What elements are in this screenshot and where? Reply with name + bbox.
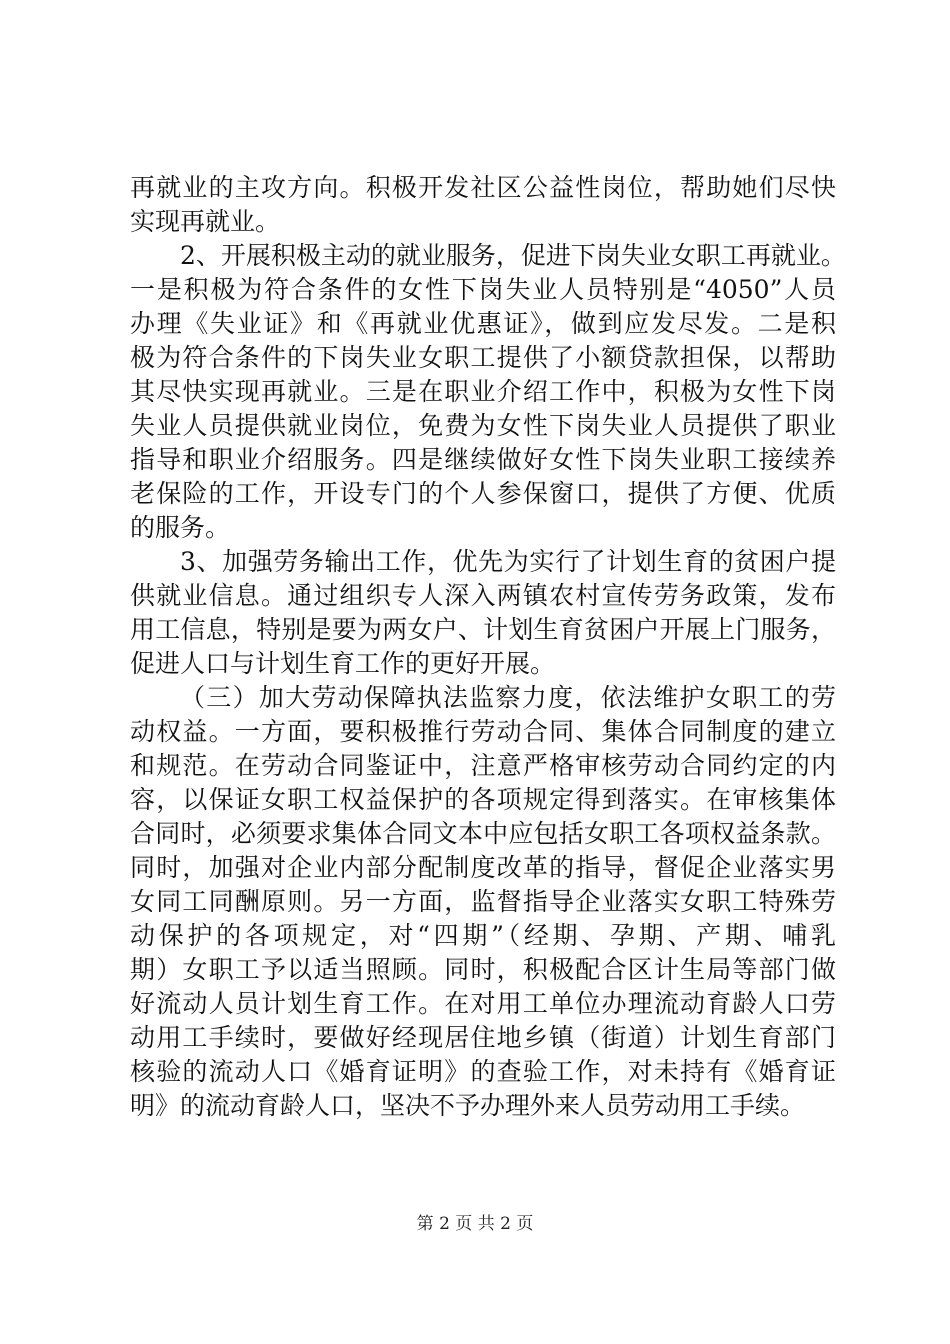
text-line: 再就业的主攻方向。积极开发社区公益性岗位，帮助她们尽快 xyxy=(130,173,836,202)
text-line: 促进人口与计划生育工作的更好开展。 xyxy=(130,649,556,678)
text-line: （三）加大劳动保障执法监察力度，依法维护女职工的劳 xyxy=(180,683,836,712)
text-line: 期）女职工予以适当照顾。同时，积极配合区计生局等部门做 xyxy=(130,955,836,984)
text-line: 明》的流动育龄人口，坚决不予办理外来人员劳动用工手续。 xyxy=(130,1091,806,1120)
text-line: 容，以保证女职工权益保护的各项规定得到落实。在审核集体 xyxy=(130,785,836,814)
text-line: 实现再就业。 xyxy=(130,207,281,236)
text-line: 动用工手续时，要做好经现居住地乡镇（街道）计划生育部门 xyxy=(130,1023,836,1052)
text-line: 老保险的工作，开设专门的个人参保窗口，提供了方便、优质 xyxy=(130,479,836,508)
text-line: 核验的流动人口《婚育证明》的查验工作，对未持有《婚育证 xyxy=(130,1057,836,1086)
text-line: 动保护的各项规定，对“四期”（经期、孕期、产期、哺乳 xyxy=(130,921,836,950)
text-line: 的服务。 xyxy=(130,513,231,542)
text-line: 同时，加强对企业内部分配制度改革的指导，督促企业落实男 xyxy=(130,853,836,882)
text-line: 用工信息，特别是要为两女户、计划生育贫困户开展上门服务， xyxy=(130,615,836,644)
text-line: 失业人员提供就业岗位，免费为女性下岗失业人员提供了职业 xyxy=(130,411,836,440)
text-line: 供就业信息。通过组织专人深入两镇农村宣传劳务政策，发布 xyxy=(130,581,836,610)
text-line: 指导和职业介绍服务。四是继续做好女性下岗失业职工接续养 xyxy=(130,445,836,474)
text-line: 好流动人员计划生育工作。在对用工单位办理流动育龄人口劳 xyxy=(130,989,836,1018)
text-line: 极为符合条件的下岗失业女职工提供了小额贷款担保，以帮助 xyxy=(130,343,836,372)
document-body xyxy=(130,171,846,1123)
text-line: 动权益。一方面，要积极推行劳动合同、集体合同制度的建立 xyxy=(130,717,836,746)
text-line: 和规范。在劳动合同鉴证中，注意严格审核劳动合同约定的内 xyxy=(130,751,836,780)
text-line: 其尽快实现再就业。三是在职业介绍工作中，积极为女性下岗 xyxy=(130,377,836,406)
text-line: 女同工同酬原则。另一方面，监督指导企业落实女职工特殊劳 xyxy=(130,887,836,916)
text-line: 办理《失业证》和《再就业优惠证》，做到应发尽发。二是积 xyxy=(130,309,836,338)
text-line: 合同时，必须要求集体合同文本中应包括女职工各项权益条款。 xyxy=(130,819,836,848)
text-line: 2、开展积极主动的就业服务，促进下岗失业女职工再就业。 xyxy=(180,241,846,270)
page-footer: 第 2 页 共 2 页 xyxy=(416,1214,534,1234)
text-line: 一是积极为符合条件的女性下岗失业人员特别是“4050”人员 xyxy=(130,275,836,304)
text-line: 3、加强劳务输出工作，优先为实行了计划生育的贫困户提 xyxy=(180,547,836,576)
